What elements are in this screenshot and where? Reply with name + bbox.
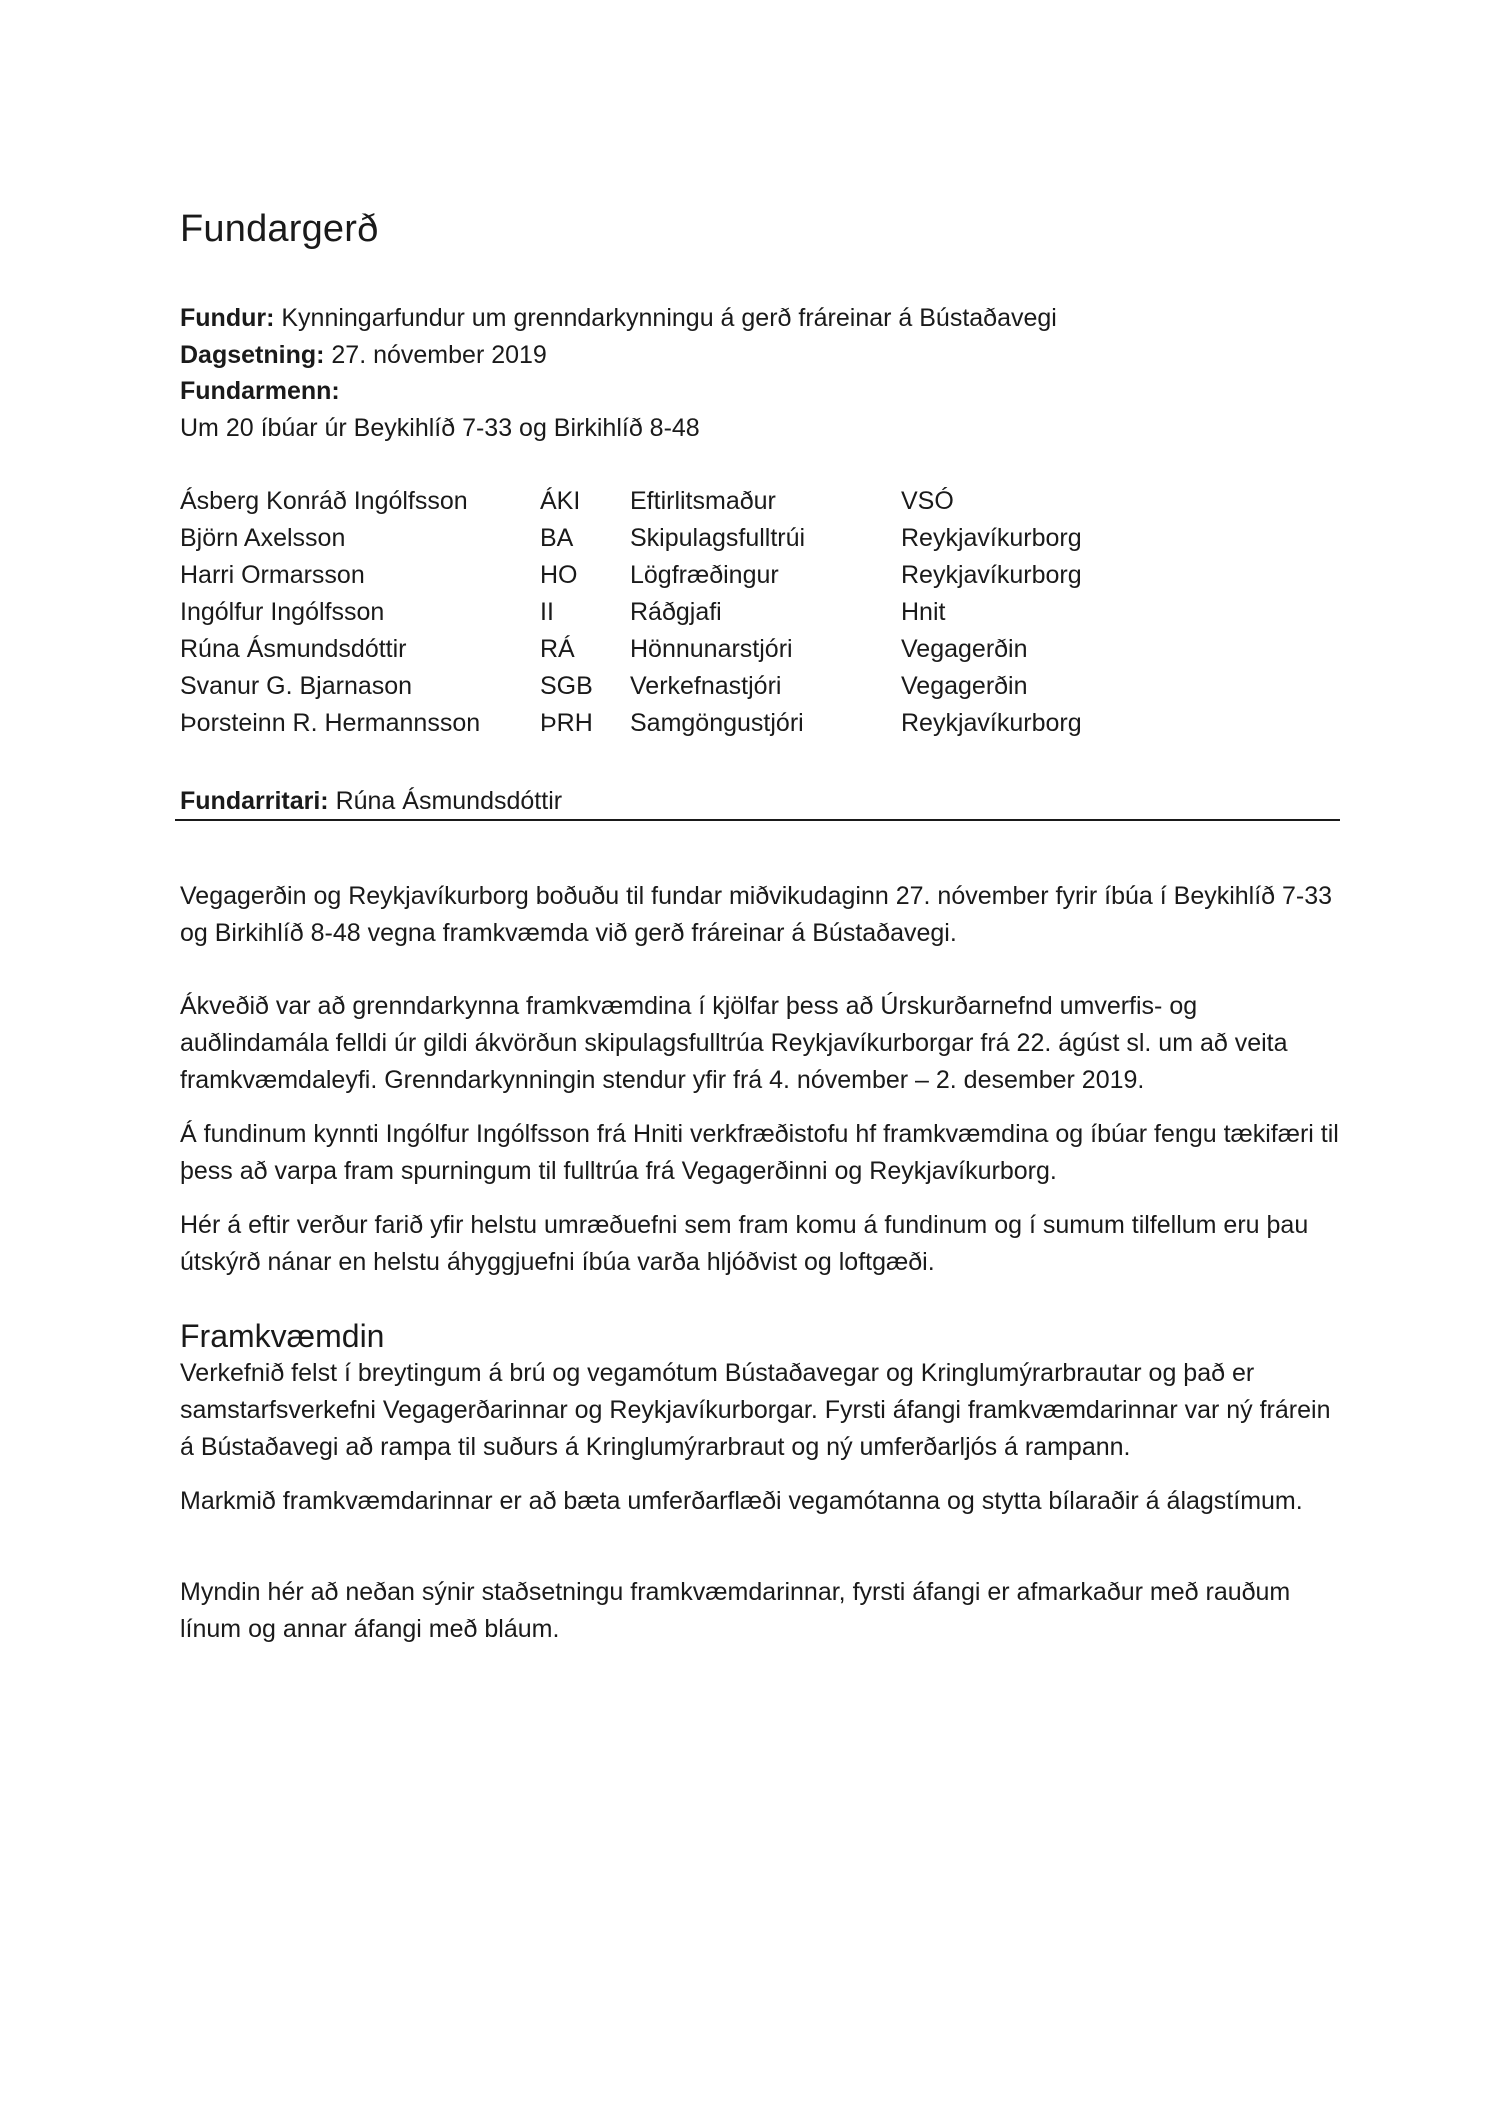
attendee-role: Samgöngustjóri bbox=[630, 709, 804, 737]
attendee-abbr: RÁ bbox=[540, 635, 575, 663]
meeting-value: Kynningarfundur um grenndarkynningu á gerð fráreinar á Bústaðavegi bbox=[274, 304, 1057, 332]
date-line bbox=[180, 337, 1057, 374]
attendee-org: Hnit bbox=[901, 598, 946, 626]
attendee-row bbox=[180, 631, 1151, 668]
attendees-label-line bbox=[180, 373, 1057, 410]
paragraph: Á fundinum kynnti Ingólfur Ingólfsson frá Hniti verkfræðistofu hf framkvæmdina og íbúar fengu tækifæri til þess að varpa fram spurningum til fulltrúa frá Vegagerðinni og Reykjavíkurborg. bbox=[180, 1120, 1339, 1185]
attendee-name: Ásberg Konráð Ingólfsson bbox=[180, 487, 468, 515]
meeting-line bbox=[180, 300, 1057, 337]
attendee-name: Þorsteinn R. Hermannsson bbox=[180, 709, 481, 737]
attendee-row bbox=[180, 594, 1151, 631]
page-title: Fundargerð bbox=[180, 208, 379, 250]
attendee-row bbox=[180, 668, 1151, 705]
attendee-row bbox=[180, 483, 1151, 520]
secretary-label: Fundarritari: bbox=[180, 787, 329, 815]
date-label: Dagsetning: bbox=[180, 340, 325, 369]
attendee-org: Reykjavíkurborg bbox=[901, 524, 1082, 552]
attendee-abbr: HO bbox=[540, 561, 578, 589]
section-paragraph: Myndin hér að neðan sýnir staðsetningu framkvæmdarinnar, fyrsti áfangi er afmarkaður með rauðum línum og annar áfangi með bláum. bbox=[180, 1578, 1291, 1643]
paragraph: Hér á eftir verður farið yfir helstu umræðuefni sem fram komu á fundinum og í sumum tilfellum eru þau útskýrð nánar en helstu áhyggjuefni íbúa varða hljóðvist og loftgæði. bbox=[180, 1211, 1309, 1276]
divider bbox=[175, 819, 1340, 821]
attendee-org: Reykjavíkurborg bbox=[901, 561, 1082, 589]
attendee-org: Vegagerðin bbox=[901, 672, 1028, 700]
attendee-name: Harri Ormarsson bbox=[180, 561, 365, 589]
attendee-row bbox=[180, 520, 1151, 557]
attendee-name: Rúna Ásmundsdóttir bbox=[180, 635, 407, 663]
section-paragraph: Markmið framkvæmdarinnar er að bæta umferðarflæði vegamótanna og stytta bílaraðir á álagstímum. bbox=[180, 1487, 1303, 1515]
section-heading: Framkvæmdin bbox=[180, 1318, 385, 1354]
attendee-abbr: SGB bbox=[540, 672, 593, 700]
meeting-label: Fundur: bbox=[180, 304, 275, 332]
attendee-role: Lögfræðingur bbox=[630, 561, 779, 589]
attendee-role: Hönnunarstjóri bbox=[630, 635, 793, 663]
attendee-role: Eftirlitsmaður bbox=[630, 487, 776, 515]
attendee-role: Skipulagsfulltrúi bbox=[630, 524, 806, 552]
attendee-org: Reykjavíkurborg bbox=[901, 709, 1082, 737]
attendee-role: Verkefnastjóri bbox=[630, 672, 782, 700]
attendees-intro: Um 20 íbúar úr Beykihlíð 7-33 og Birkihlíð 8-48 bbox=[180, 413, 700, 442]
paragraph: Vegagerðin og Reykjavíkurborg boðuðu til fundar miðvikudaginn 27. nóvember fyrir íbúa í Beykihlíð 7-33 og Birkihlíð 8-48 vegna framkvæmda við gerð fráreinar á Bústaðavegi. bbox=[180, 882, 1333, 947]
attendee-row bbox=[180, 557, 1151, 594]
attendee-abbr: ÁKI bbox=[540, 487, 581, 515]
attendee-name: Ingólfur Ingólfsson bbox=[180, 598, 385, 626]
secretary-value: Rúna Ásmundsdóttir bbox=[328, 787, 563, 815]
attendees-label: Fundarmenn: bbox=[180, 377, 340, 405]
attendee-role: Ráðgjafi bbox=[630, 598, 722, 626]
date-value: 27. nóvember 2019 bbox=[324, 340, 547, 369]
meeting-meta bbox=[180, 300, 1057, 446]
attendee-abbr: BA bbox=[540, 524, 574, 552]
section-paragraph: Verkefnið felst í breytingum á brú og vegamótum Bústaðavegar og Kringlumýrarbrautar og það er samstarfsverkefni Vegagerðarinnar og Reykjavíkurborgar. Fyrsti áfangi framkvæmdarinnar var ný frárein á Bústaðavegi að rampa til suðurs á Kringlumýrarbraut og ný umferðarljós á rampann. bbox=[180, 1359, 1331, 1461]
attendee-org: VSÓ bbox=[901, 487, 954, 515]
attendee-name: Björn Axelsson bbox=[180, 524, 346, 552]
attendee-org: Vegagerðin bbox=[901, 635, 1028, 663]
paragraph: Ákveðið var að grenndarkynna framkvæmdina í kjölfar þess að Úrskurðarnefnd umverfis- og auðlindamála felldi úr gildi ákvörðun skipulagsfulltrúa Reykjavíkurborgar frá 22. ágúst sl. um að veita framkvæmdaleyfi. Grenndarkynningin stendur yfir frá 4. nóvember – 2. desember 2019. bbox=[180, 992, 1288, 1094]
attendee-name: Svanur G. Bjarnason bbox=[180, 672, 413, 700]
attendee-abbr: II bbox=[540, 598, 554, 626]
attendees-table bbox=[180, 483, 1151, 742]
secretary-line bbox=[180, 783, 562, 819]
attendee-abbr: ÞRH bbox=[540, 709, 593, 737]
attendee-row bbox=[180, 705, 1151, 742]
